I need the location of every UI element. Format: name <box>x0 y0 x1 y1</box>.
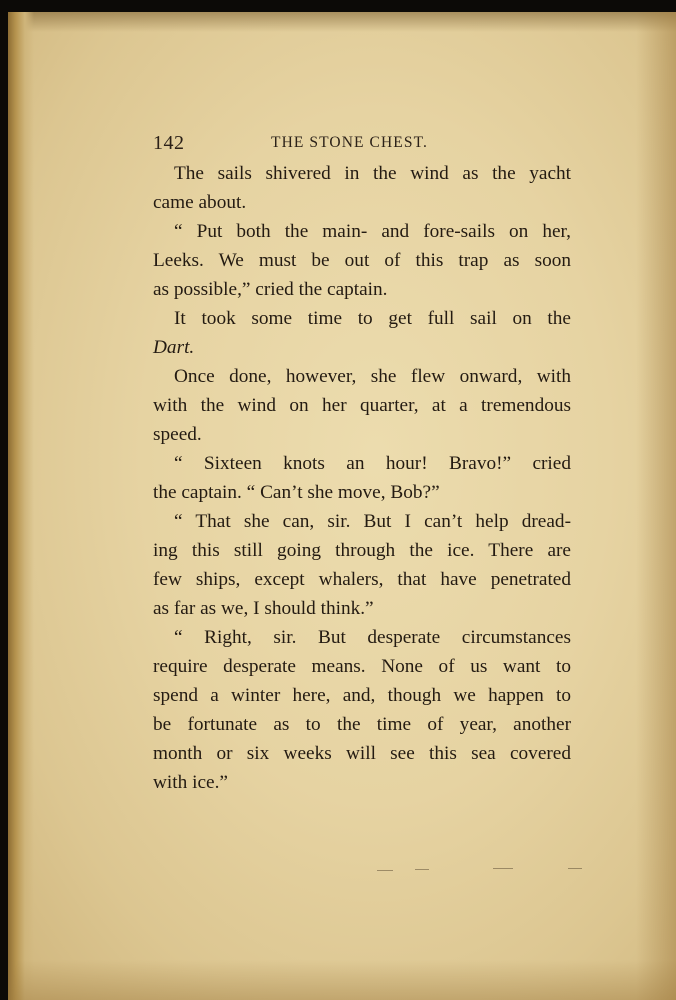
text-line: “ Right, sir. But desperate circumstances <box>174 627 571 648</box>
page-number: 142 <box>153 132 185 154</box>
running-head: THE STONE CHEST. <box>271 134 428 151</box>
body-text <box>153 159 571 797</box>
text-line: the captain. “ Can’t she move, Bob?” <box>153 482 440 503</box>
text-line: It took some time to get full sail on the <box>174 308 571 329</box>
page-shadow-right <box>636 12 676 1000</box>
text-line: Dart. <box>153 337 195 358</box>
text-line: Once done, however, she flew onward, with <box>174 366 571 387</box>
text-line: month or six weeks will see this sea covered <box>153 743 571 764</box>
text-line: came about. <box>153 192 247 213</box>
text-line: “ Put both the main- and fore-sails on her, <box>174 221 571 242</box>
text-line: speed. <box>153 424 202 445</box>
text-line: “ Sixteen knots an hour! Bravo!” cried <box>174 453 571 474</box>
text-line: be fortunate as to the time of year, another <box>153 714 571 735</box>
text-line: spend a winter here, and, though we happen to <box>153 685 571 706</box>
text-line: as far as we, I should think.” <box>153 598 374 619</box>
text-line: ing this still going through the ice. There are <box>153 540 571 561</box>
page-header <box>8 132 676 156</box>
text-line: “ That she can, sir. But I can’t help dread- <box>174 511 571 532</box>
page-binding-edge <box>8 12 34 1000</box>
text-line: with ice.” <box>153 772 228 793</box>
page-shadow-bottom <box>8 960 676 1000</box>
book-page <box>8 12 676 1000</box>
text-line: require desperate means. None of us want to <box>153 656 571 677</box>
text-line: few ships, except whalers, that have penetrated <box>153 569 571 590</box>
text-line: as possible,” cried the captain. <box>153 279 388 300</box>
page-shadow-top <box>8 12 676 32</box>
text-line: The sails shivered in the wind as the yacht <box>174 163 571 184</box>
paper-specks <box>363 852 593 872</box>
text-line: Leeks. We must be out of this trap as soon <box>153 250 571 271</box>
text-line: with the wind on her quarter, at a tremendous <box>153 395 571 416</box>
